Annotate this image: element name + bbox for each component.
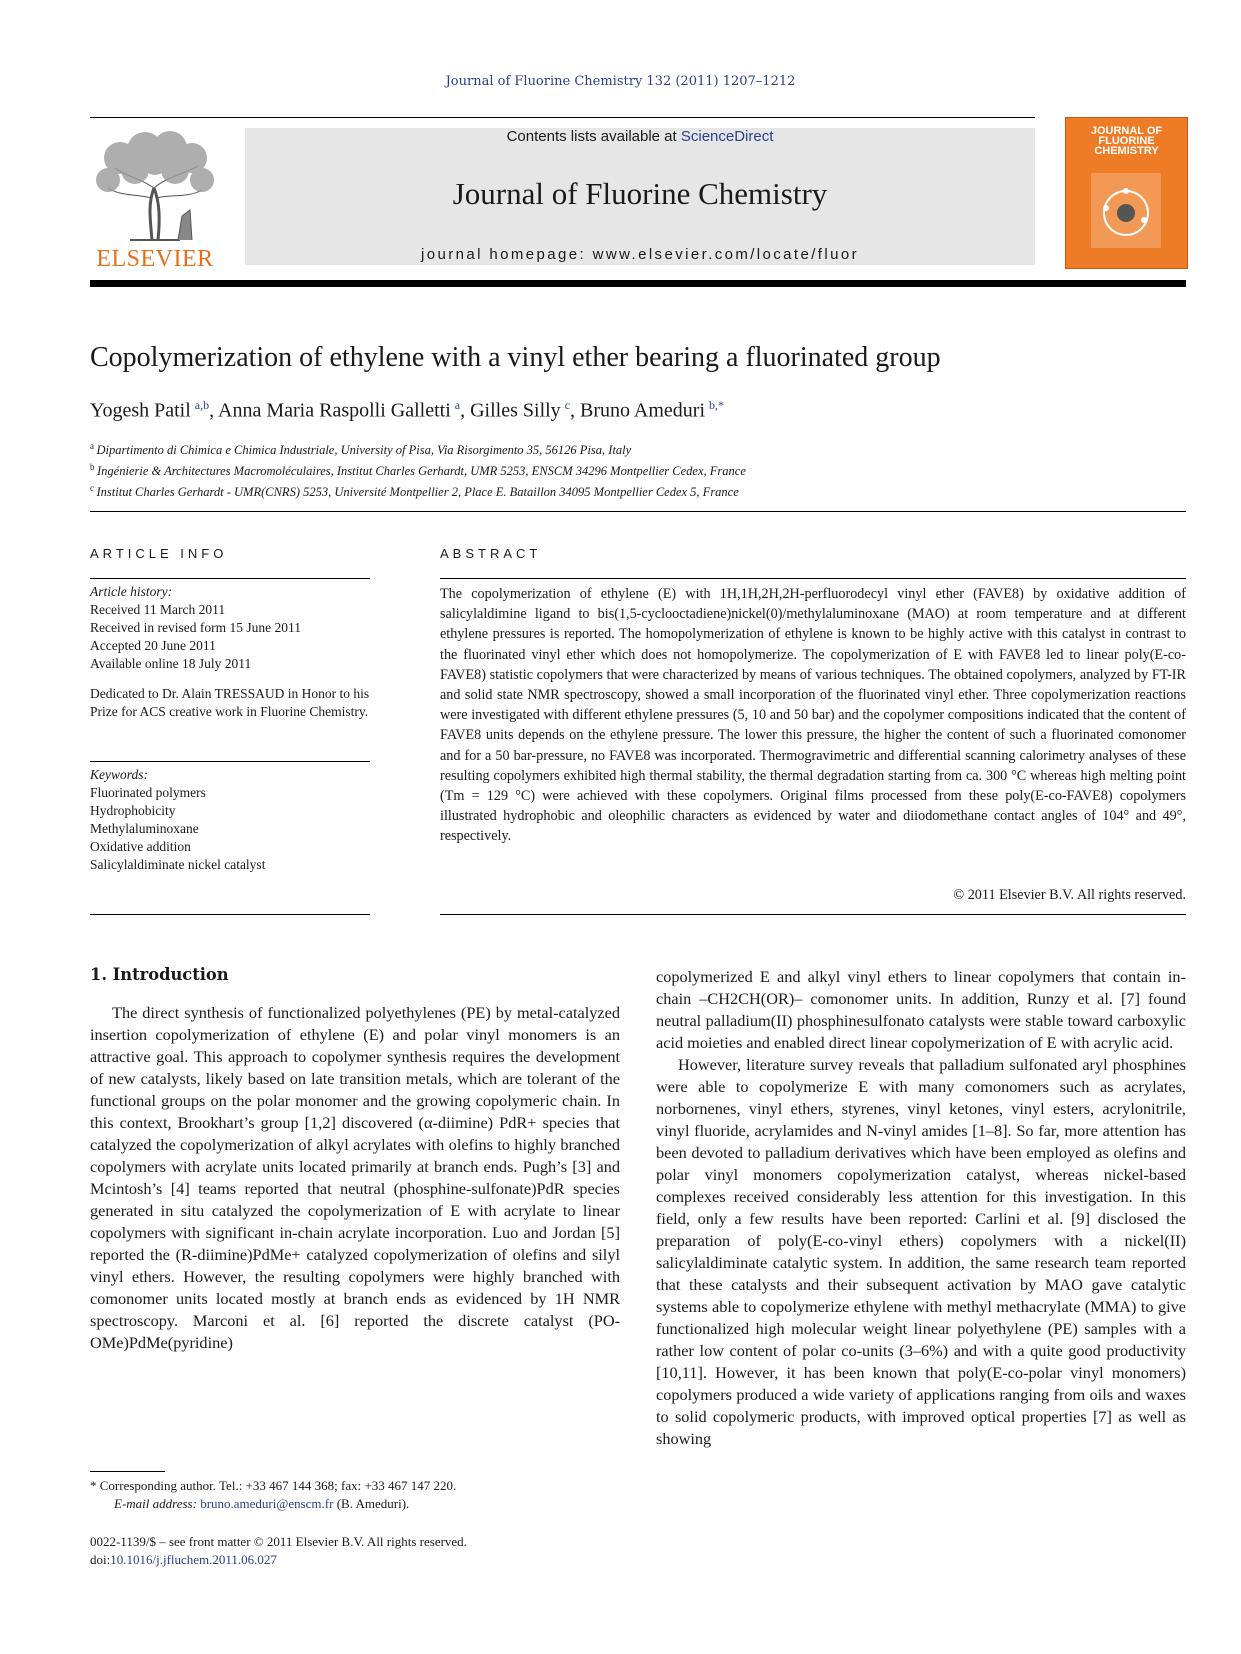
history-item: Received in revised form 15 June 2011 [90, 620, 301, 635]
affil-label: c [90, 483, 94, 494]
contents-line [245, 128, 1035, 145]
keyword: Fluorinated polymers [90, 785, 206, 800]
article-title: Copolymerization of ethylene with a vinyl ether bearing a fluorinated group [90, 342, 941, 373]
info-rule [90, 914, 370, 915]
body-paragraph: copolymerized E and alkyl vinyl ethers to linear copolymers that contain in-chain –CH2CH(OR)– comonomer units. In addition, Runzy et al. [7] found neutral palladium(II) phosphinesulfonato catalysts were stable toward carboxylic acid moieties and enabled direct linear copolymerization of E with acrylic acid. [656, 967, 1186, 1052]
affil-text: Dipartimento di Chimica e Chimica Industriale, University of Pisa, Via Risorgimento 35, 56126 Pisa, Italy [96, 443, 632, 458]
affiliation [90, 459, 1190, 480]
history-item: Available online 18 July 2011 [90, 656, 252, 671]
affiliation [90, 438, 1190, 459]
body-paragraph: The direct synthesis of functionalized polyethylenes (PE) by metal-catalyzed insertion copolymerization of ethylene (E) and polar vinyl monomers is an attractive goal. This approach to copolymer synthesis requires the development of new catalysts, likely based on late transition metals, which are tolerant of the functional groups on the polar monomer and the growing copolymeric chain. In this context, Brookhart’s group [1,2] discovered (α-diimine) PdR+ species that catalyzed the copolymerization of alkyl acrylates with olefins to highly branched copolymers with acrylate units located primarily at branch ends. Pugh’s [3] and Mcintosh’s [4] teams reported that neutral (phosphine-sulfonate)PdR species generated in situ catalyzed the copolymerization of E with acrylate to linear copolymers with significant in-chain acrylate incorporation. Luo and Jordan [5] reported the (R-diimine)PdMe+ catalyzed copolymerization of olefins and silyl vinyl ethers. However, the resulting copolymers were highly branched with comonomer units located mostly at branch ends as evidenced by 1H NMR spectroscopy. Marconi et al. [6] reported the discrete catalyst (PO-OMe)PdMe(pyridine) [90, 1003, 620, 1352]
info-rule [90, 761, 370, 762]
affil-text: Ingénierie & Architectures Macromoléculaires, Institut Charles Gerhardt, UMR 5253, ENSCM 34296 Montpellier Cedex, France [97, 464, 746, 479]
author-name[interactable]: Anna Maria Raspolli Galletti [218, 399, 451, 422]
history-item: Received 11 March 2011 [90, 602, 226, 617]
abstract-heading: ABSTRACT [440, 546, 542, 561]
doi-link[interactable]: 10.1016/j.jfluchem.2011.06.027 [110, 1552, 277, 1567]
affiliation [90, 480, 1190, 501]
author-affil-sup[interactable]: a,b [194, 398, 210, 412]
author-name[interactable]: Bruno Ameduri [580, 399, 706, 422]
journal-title: Journal of Fluorine Chemistry [452, 176, 828, 211]
section-rule [90, 511, 1186, 512]
article-info-heading: ARTICLE INFO [90, 546, 228, 561]
author-affil-sup[interactable]: b,* [709, 398, 725, 412]
header-thick-rule [90, 280, 1186, 287]
sciencedirect-link[interactable]: ScienceDirect [680, 128, 774, 145]
history-label: Article history: [90, 584, 173, 599]
affil-label: b [90, 462, 95, 473]
corresponding-author-note [90, 1477, 650, 1513]
cover-atom-icon [1066, 118, 1187, 268]
author-name[interactable]: Gilles Silly [470, 399, 561, 422]
email-link[interactable]: bruno.ameduri@enscm.fr [200, 1496, 334, 1511]
corresponding-text: * Corresponding author. Tel.: +33 467 144 368; fax: +33 467 147 220. [90, 1478, 457, 1493]
author-affil-sup[interactable]: c [564, 398, 571, 412]
author-list: Yogesh Patil $^{a,b}$, Anna Maria Raspolli Galletti $^a$, Gilles Silly $^c$, Bruno Ameduri $^{b,*}$ [90, 398, 725, 422]
front-matter-note [90, 1533, 650, 1569]
elsevier-tree-icon [90, 128, 220, 246]
email-label: E-mail address: [114, 1496, 197, 1511]
body-column-2 [656, 966, 1186, 1450]
doi-prefix: doi: [90, 1552, 111, 1567]
keyword: Hydrophobicity [90, 803, 176, 818]
journal-citation[interactable]: Journal of Fluorine Chemistry 132 (2011) 1207–1212 [445, 74, 796, 89]
affil-label: a [90, 441, 94, 451]
keywords-label: Keywords: [90, 767, 148, 782]
header-rule [90, 117, 1035, 118]
dedication: Dedicated to Dr. Alain TRESSAUD in Honor to his Prize for ACS creative work in Fluorine Chemistry. [90, 686, 370, 719]
history-item: Accepted 20 June 2011 [90, 638, 216, 653]
abstract-rule [440, 578, 1186, 579]
journal-homepage[interactable]: journal homepage: www.elsevier.com/locate/fluor [421, 246, 859, 263]
section-heading: 1. Introduction [90, 965, 229, 984]
affiliations [90, 438, 1190, 501]
affil-text: Institut Charles Gerhardt - UMR(CNRS) 5253, Université Montpellier 2, Place E. Bataillon 34095 Montpellier Cedex 5, France [96, 485, 739, 500]
abstract-copyright: © 2011 Elsevier B.V. All rights reserved. [953, 887, 1186, 903]
issn-line: 0022-1139/$ – see front matter © 2011 Elsevier B.V. All rights reserved. [90, 1534, 467, 1549]
elsevier-wordmark: ELSEVIER [96, 246, 214, 272]
email-suffix: (B. Ameduri). [336, 1496, 410, 1511]
author-affil-sup[interactable]: a [454, 398, 461, 412]
body-column-1 [90, 1002, 620, 1354]
keyword: Oxidative addition [90, 839, 191, 854]
body-paragraph: However, literature survey reveals that palladium sulfonated aryl phosphines were able to copolymerize E with many comonomers such as acrylates, norbornenes, vinyl ethers, styrenes, vinyl ketones, vinyl esters, acrylonitrile, vinyl fluoride, acrylamides and N-vinyl amides [1–8]. So far, more attention has been devoted to palladium derivatives which have been employed as olefins and polar vinyl monomers copolymerization catalyst, whereas nickel-based complexes received considerably less attention for this investigation. In this field, only a few results have been reported: Carlini et al. [9] disclosed the preparation of poly(E-co-vinyl ethers) copolymers with a nickel(II) salicylaldiminate catalytic system. In addition, the same research team reported that these catalysts and their subsequent activation by MAO gave catalytic systems able to copolymerize ethylene with methyl methacrylate (MMA) to give functionalized high molecular weight linear polyethylene (PE) samples with a rather low content of polar co-units (3–6%) and with a quite good productivity [10,11]. However, it has been known that poly(E-co-polar vinyl monomers) copolymers produced a wide variety of applications ranging from oils and waxes to solid copolymeric products, with improved optical properties [7] as well as showing [656, 1055, 1186, 1448]
info-rule [90, 578, 370, 579]
author-name[interactable]: Yogesh Patil [90, 399, 191, 422]
keywords [90, 766, 370, 874]
elsevier-logo[interactable] [90, 128, 220, 272]
abstract-rule [440, 914, 1186, 915]
cover-title: JOURNAL OF FLUORINE CHEMISTRY [1090, 125, 1163, 157]
keyword: Salicylaldiminate nickel catalyst [90, 857, 266, 872]
abstract-text: The copolymerization of ethylene (E) with 1H,1H,2H,2H-perfluorodecyl vinyl ether (FAVE8) by oxidative addition of salicylaldimine ligand to bis(1,5-cyclooctadiene)nickel(0)/methylaluminoxane (MAO) at room temperature and at different ethylene pressures is reported. The homopolymerization of ethylene is known to be highly active with this catalyst in contrast to the fluorinated vinyl ether which does not homopolymerize. The copolymerization of E with FAVE8 led to linear poly(E-co-FAVE8) statistic copolymers that were characterized by means of various techniques. The obtained copolymers, analyzed by FT-IR and solid state NMR spectroscopy, showed a small incorporation of the fluorinated vinyl ether. Three copolymerization reactions were investigated with different ethylene pressures (5, 10 and 50 bar) and the copolymer compositions indicated that the content of FAVE8 units depends on the ethylene pressure. The lower this pressure, the higher the content of such a fluorinated comonomer and for a 50 bar-pressure, no FAVE8 was incorporated. Thermogravimetric and differential scanning calorimetry analyses of these resulting copolymers exhibited high thermal stability, the thermal degradation starting from ca. 300 °C whereas high melting point (Tm = 129 °C) were achieved with these copolymers. Original films processed from these poly(E-co-FAVE8) copolymers illustrated hydrophobic and oleophilic characters as evidenced by water and diiodomethane contact angles of 104° and 49°, respectively. [440, 586, 1186, 845]
journal-cover-thumbnail[interactable] [1065, 117, 1188, 269]
contents-prefix: Contents lists available at [506, 128, 681, 145]
footnote-rule [90, 1471, 165, 1472]
keyword: Methylaluminoxane [90, 821, 199, 836]
article-history [90, 583, 370, 721]
